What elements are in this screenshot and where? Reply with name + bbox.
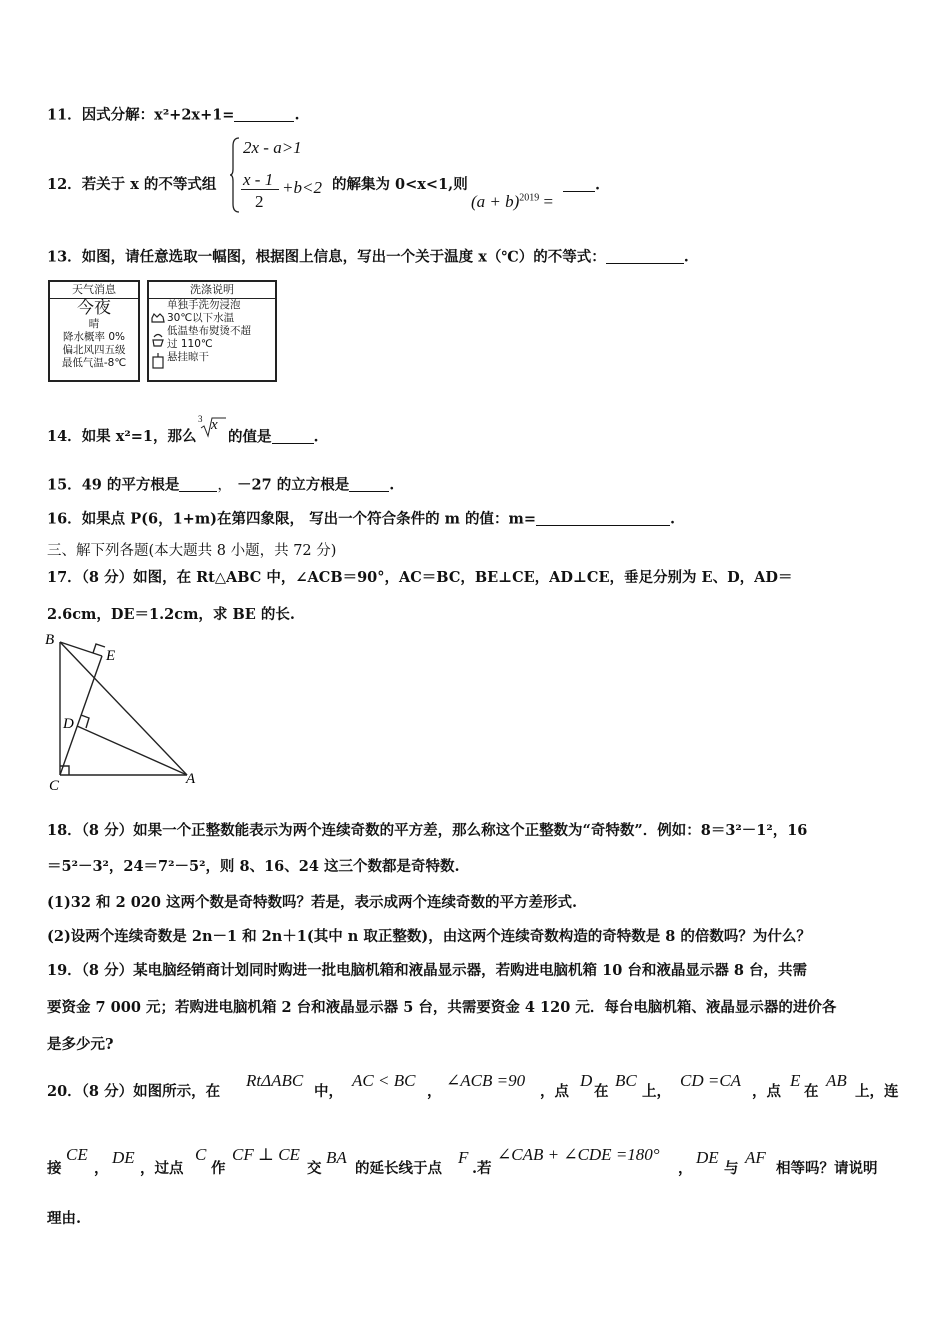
question-15: 15．49 的平方根是 ， －27 的立方根是 . (47, 476, 395, 494)
fraction-denominator: 2 (255, 192, 264, 211)
weather-card (48, 280, 140, 382)
question-12: 12．若关于 x 的不等式组 (47, 176, 217, 193)
wash-line: 悬挂晾干 (167, 351, 209, 363)
question-18-line2: ＝5²－3²，24＝7²－5²，则 8、16、24 这三个数都是奇特数. (47, 858, 460, 875)
math-expr: CF ⊥ CE (232, 1145, 300, 1164)
question-20-end: 理由. (47, 1210, 82, 1227)
wash-line: 单独手洗勿浸泡 (167, 299, 241, 311)
answer-blank (234, 106, 294, 122)
wash-line: 30℃以下水温 (167, 312, 235, 324)
math-expr: RtΔABC (246, 1071, 304, 1090)
question-11: 11．因式分解：x²+2x+1= . (47, 106, 300, 124)
question-18-line3: (1)32 和 2 020 这两个数是奇特数吗？若是，表示成两个连续奇数的平方差形式. (47, 894, 578, 911)
text-fragment: 与 (724, 1160, 739, 1177)
math-expr: AC < BC (352, 1071, 416, 1090)
text-fragment: 在 (804, 1083, 819, 1100)
math-expr: BC (615, 1071, 637, 1090)
fraction-numerator: x - 1 (243, 170, 274, 189)
text-fragment: 相等吗？请说明 (776, 1160, 878, 1177)
question-20-p1: 20．（8 分）如图所示，在 (47, 1083, 221, 1100)
question-19-line3: 是多少元? (47, 1036, 114, 1053)
weather-line: 降水概率 0% (63, 331, 125, 343)
label-A: A (186, 771, 196, 787)
laundry-symbols-icon (151, 312, 165, 372)
wash-line: 低温垫布熨烫不超 (167, 325, 251, 337)
wash-card (147, 280, 277, 382)
text-fragment: 作 (211, 1160, 226, 1177)
math-expr: AB (826, 1071, 847, 1090)
text-fragment: ，点 (540, 1083, 569, 1100)
triangle-figure (40, 630, 210, 795)
system-brace (229, 136, 241, 214)
cube-root (198, 414, 228, 440)
text-fragment: ， (94, 1160, 109, 1177)
math-expr: DE (112, 1148, 135, 1167)
label-E: E (106, 648, 116, 664)
inequality-2-rest: +b<2 (282, 178, 322, 197)
weather-line: 最低气温-8℃ (61, 357, 127, 369)
answer-blank (606, 248, 684, 264)
text-fragment: ，点 (752, 1083, 781, 1100)
weather-big: 今夜 (77, 298, 111, 318)
fraction-bar (241, 189, 279, 190)
text-fragment: 上，连 (855, 1083, 899, 1100)
text-fragment: ，过点 (140, 1160, 184, 1177)
wash-line: 过 110℃ (167, 338, 213, 350)
power-expression: $(a + b)^{2019}$ = (471, 192, 554, 211)
math-expr: C (195, 1145, 207, 1164)
text-fragment: 中， (314, 1083, 343, 1100)
label-B: B (45, 632, 55, 648)
math-expr: AF (745, 1148, 766, 1167)
label-D: D (63, 716, 74, 732)
text-fragment: 的延长线于点 (355, 1160, 442, 1177)
text-fragment: 接 (47, 1160, 62, 1177)
question-19-line1: 19．（8 分）某电脑经销商计划同时购进一批电脑机箱和液晶显示器，若购进电脑机箱 10 台和液晶显示器 8 台，共需 (47, 962, 808, 979)
text-fragment: 在 (594, 1083, 609, 1100)
root-variable: x (211, 417, 218, 433)
text-fragment: ， (678, 1160, 693, 1177)
math-expr: E (790, 1071, 801, 1090)
text-fragment: 交 (307, 1160, 322, 1177)
question-18-line4: (2)设两个连续奇数是 2n－1 和 2n＋1(其中 n 取正整数)，由这两个连续奇数构造的奇特数是 8 的倍数吗？为什么？ (47, 928, 811, 945)
math-expr: ∠ACB =90 (446, 1071, 526, 1090)
text-fragment: .若 (472, 1160, 492, 1177)
math-expr: DE (696, 1148, 719, 1167)
question-12-blank: . (563, 176, 600, 194)
question-16: 16．如果点 P(6，1+m)在第四象限， 写出一个符合条件的 m 的值：m= . (47, 510, 676, 528)
question-12-mid: 的解集为 0<x<1,则 (332, 176, 468, 193)
weather-line: 偏北风四五级 (62, 344, 126, 356)
question-14-tail: 的值是 . (228, 428, 319, 446)
math-expr: F (458, 1148, 469, 1167)
math-expr: D (580, 1071, 593, 1090)
question-13: 13．如图，请任意选取一幅图，根据图上信息，写出一个关于温度 x（℃）的不等式： . (47, 248, 689, 266)
math-expr: ∠CAB + ∠CDE =180° (497, 1145, 660, 1164)
weather-line: 晴 (88, 318, 100, 330)
text-fragment: ， (427, 1083, 442, 1100)
question-14: 14．如果 x²=1，那么 (47, 428, 197, 445)
question-17-line1: 17．（8 分）如图，在 Rt△ABC 中，∠ACB＝90°，AC＝BC，BE⊥CE，AD⊥CE，垂足分别为 E、D，AD＝ (47, 569, 793, 586)
math-expr: CE (66, 1145, 88, 1164)
section-heading: 三、解下列各题(本大题共 8 小题，共 72 分) (47, 543, 337, 559)
question-19-line2: 要资金 7 000 元；若购进电脑机箱 2 台和液晶显示器 5 台，共需要资金 4 120 元．每台电脑机箱、液晶显示器的进价各 (47, 999, 837, 1016)
label-C: C (49, 778, 60, 794)
root-index: 3 (198, 414, 203, 424)
math-expr: BA (326, 1148, 347, 1167)
question-17-line2: 2.6cm，DE＝1.2cm，求 BE 的长. (47, 606, 295, 623)
wash-title: 洗涤说明 (149, 282, 275, 299)
inequality-1: 2x - a>1 (243, 138, 302, 157)
text-fragment: 上， (642, 1083, 671, 1100)
math-expr: CD =CA (680, 1071, 742, 1090)
weather-title: 天气消息 (50, 282, 138, 299)
question-18-line1: 18．（8 分）如果一个正整数能表示为两个连续奇数的平方差，那么称这个正整数为“奇特数”．例如：8＝3²－1²，16 (47, 822, 808, 839)
